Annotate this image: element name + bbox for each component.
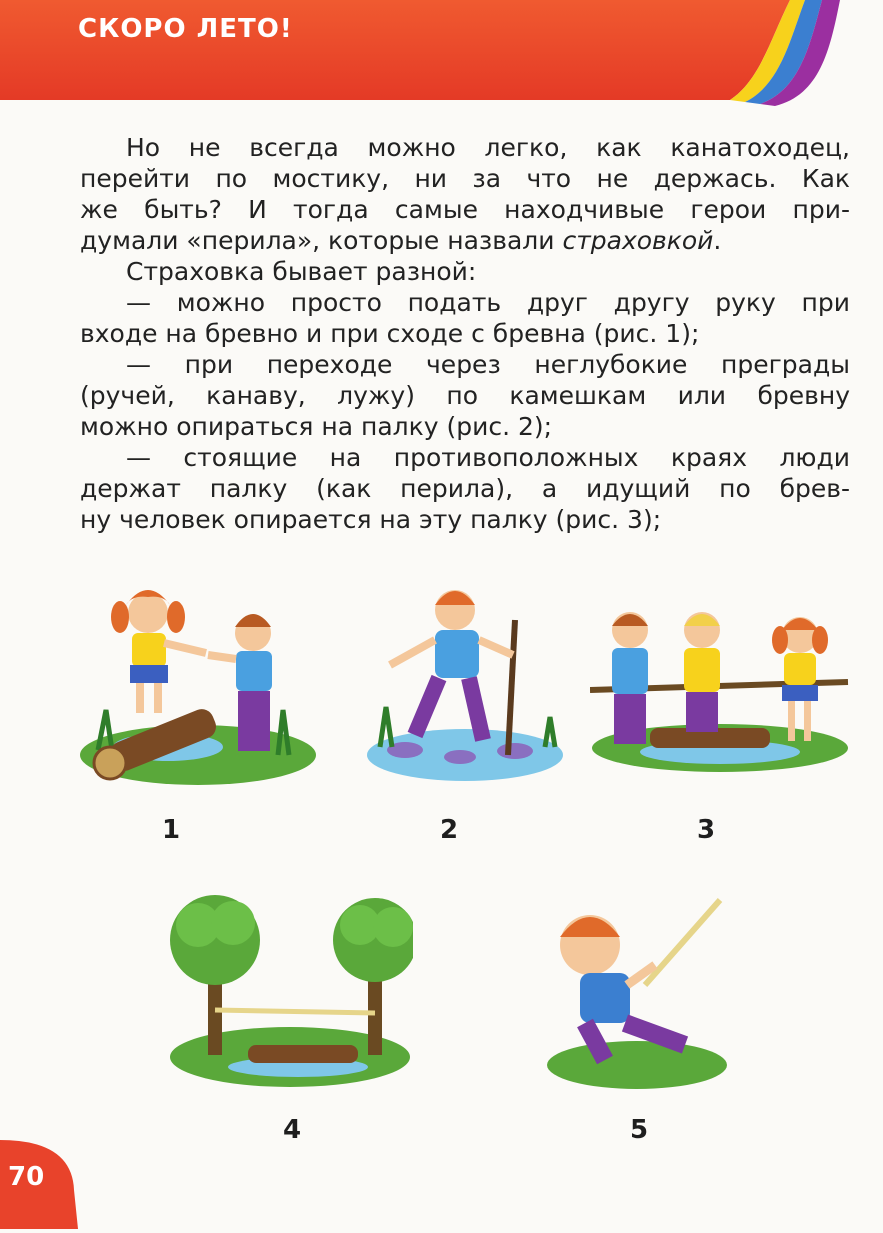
page-number-tab bbox=[0, 1140, 78, 1229]
chapter-header bbox=[0, 0, 883, 110]
figure-4-label: 4 bbox=[283, 1115, 302, 1145]
list-item-line: ну человек опирается на эту палку (рис. 3); bbox=[80, 505, 662, 534]
list-item-line: входе на бревно и при сходе с бревна (рис. 1); bbox=[80, 319, 700, 348]
term-insurance: страховкой bbox=[562, 226, 714, 255]
page-number: 70 bbox=[8, 1162, 45, 1192]
text-line bbox=[80, 225, 850, 256]
text-line: Но не всегда можно легко, как канатоходец, bbox=[126, 133, 850, 162]
figure-3-label: 3 bbox=[697, 815, 716, 845]
body-text bbox=[80, 132, 850, 535]
text-fragment: . bbox=[713, 226, 722, 255]
list-item-line: — стоящие на противоположных краях люди bbox=[126, 443, 850, 472]
text-line: Страховка бывает разной: bbox=[126, 257, 477, 286]
figure-1-label: 1 bbox=[162, 815, 181, 845]
figure-3-illustration bbox=[590, 600, 850, 775]
list-item-line: держат палку (как перила), а идущий по брев- bbox=[80, 474, 850, 503]
text-fragment: думали «перила», которые назвали bbox=[80, 226, 555, 255]
figure-2-illustration bbox=[365, 575, 565, 785]
figure-5-label: 5 bbox=[630, 1115, 649, 1145]
text-line: перейти по мостику, ни за что не держась. Как bbox=[80, 164, 850, 193]
list-item-line: — можно просто подать друг другу руку при bbox=[126, 288, 850, 317]
figure-2-label: 2 bbox=[440, 815, 459, 845]
figure-1-illustration bbox=[78, 575, 328, 790]
chapter-title: СКОРО ЛЕТО! bbox=[78, 14, 293, 44]
list-item-line: можно опираться на палку (рис. 2); bbox=[80, 412, 553, 441]
text-line: же быть? И тогда самые находчивые герои при- bbox=[80, 195, 850, 224]
figure-5-illustration bbox=[545, 895, 730, 1090]
figure-4-illustration bbox=[168, 885, 413, 1090]
list-item-line: (ручей, канаву, лужу) по камешкам или бревну bbox=[80, 381, 850, 410]
list-item-line: — при переходе через неглубокие преграды bbox=[126, 350, 850, 379]
